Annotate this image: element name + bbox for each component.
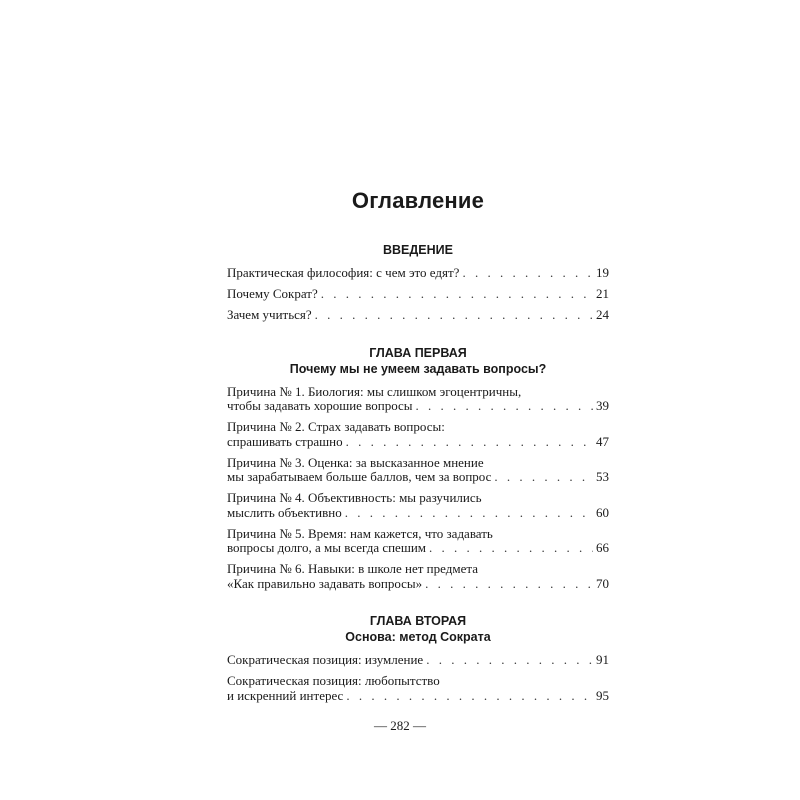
entry-text: спрашивать страшно: [227, 433, 343, 449]
entry-last-line: [227, 577, 609, 592]
entry-text: «Как правильно задавать вопросы»: [227, 575, 423, 591]
toc-entry[interactable]: [227, 308, 609, 323]
toc-entry[interactable]: [227, 385, 609, 414]
toc-entry[interactable]: [227, 674, 609, 703]
dot-leader: [345, 506, 593, 521]
toc-entry[interactable]: [227, 653, 609, 668]
entry-page-number: 53: [596, 469, 609, 484]
entry-last-line: [227, 399, 609, 414]
dot-leader: [426, 653, 593, 668]
entry-page-number: 66: [596, 540, 609, 555]
section-label: ГЛАВА ВТОРАЯ: [369, 614, 467, 628]
section-label: ГЛАВА ПЕРВАЯ: [369, 345, 467, 360]
entry-text: мы зарабатываем больше баллов, чем за вопрос: [227, 469, 492, 484]
entry-last-line: [227, 470, 609, 485]
page-number: — 282 —: [374, 718, 426, 733]
dot-leader: [315, 308, 593, 323]
toc-section: [227, 613, 609, 703]
entry-last-line: [227, 287, 609, 302]
toc-entry[interactable]: [227, 456, 609, 485]
entry-text: Практическая философия: с чем это едят?: [227, 265, 460, 280]
entry-last-line: [227, 541, 609, 556]
dot-leader: [494, 470, 593, 485]
entry-text: Причина № 5. Время: нам кажется, что задавать: [227, 525, 493, 541]
section-subtitle: Почему мы не умеем задавать вопросы?: [289, 361, 547, 376]
entry-text: вопросы долго, а мы всегда спешим: [227, 540, 427, 555]
entry-page-number: 95: [596, 687, 609, 703]
entry-page-number: 39: [596, 398, 609, 413]
toc-section: [227, 345, 609, 592]
dot-leader: [346, 435, 593, 450]
entry-last-line: [227, 506, 609, 521]
entry-text: Причина № 6. Навыки: в школе нет предмета: [227, 561, 478, 576]
entry-page-number: 91: [596, 652, 609, 667]
toc-entry[interactable]: [227, 562, 609, 591]
entry-last-line: [227, 435, 609, 450]
entry-text: мыслить объективно: [227, 504, 342, 520]
entry-text: Почему Сократ?: [227, 286, 318, 301]
entry-last-line: [227, 689, 609, 704]
entry-text: Сократическая позиция: изумление: [227, 652, 424, 667]
toc-entry[interactable]: [227, 527, 609, 556]
dot-leader: [416, 399, 593, 414]
entry-last-line: [227, 266, 609, 281]
entry-text: Зачем учиться?: [227, 307, 312, 322]
toc-page: [227, 188, 609, 725]
toc-entry[interactable]: [227, 420, 609, 449]
entry-page-number: 47: [596, 433, 609, 449]
entry-text: Причина № 1. Биология: мы слишком эгоцентричны,: [227, 383, 522, 399]
entry-page-number: 60: [596, 504, 609, 520]
dot-leader: [321, 287, 593, 302]
section-heading: [227, 345, 609, 377]
dot-leader: [462, 266, 593, 281]
entry-text: чтобы задавать хорошие вопросы: [227, 398, 413, 413]
toc-title: Оглавление: [351, 188, 485, 213]
entry-last-line: [227, 653, 609, 668]
dot-leader: [425, 577, 593, 592]
toc-entry[interactable]: [227, 287, 609, 302]
entry-text: Сократическая позиция: любопытство: [227, 673, 440, 688]
section-heading: [227, 242, 609, 258]
toc-entry[interactable]: [227, 266, 609, 281]
dot-leader: [429, 541, 593, 556]
entry-text: Причина № 3. Оценка: за высказанное мнение: [227, 454, 484, 470]
entry-text: и искренний интерес: [227, 687, 344, 703]
entry-page-number: 21: [596, 286, 609, 301]
section-subtitle: Основа: метод Сократа: [345, 630, 491, 644]
entry-page-number: 24: [596, 307, 609, 322]
toc-entry[interactable]: [227, 491, 609, 520]
entry-last-line: [227, 308, 609, 323]
toc-sections: [227, 242, 609, 703]
section-label: ВВЕДЕНИЕ: [383, 243, 453, 257]
entry-text: Причина № 2. Страх задавать вопросы:: [227, 419, 445, 434]
entry-page-number: 70: [596, 575, 609, 591]
entry-page-number: 19: [596, 265, 609, 280]
toc-section: [227, 242, 609, 323]
entry-text: Причина № 4. Объективность: мы разучились: [227, 490, 482, 505]
dot-leader: [346, 689, 593, 704]
section-heading: [227, 613, 609, 645]
